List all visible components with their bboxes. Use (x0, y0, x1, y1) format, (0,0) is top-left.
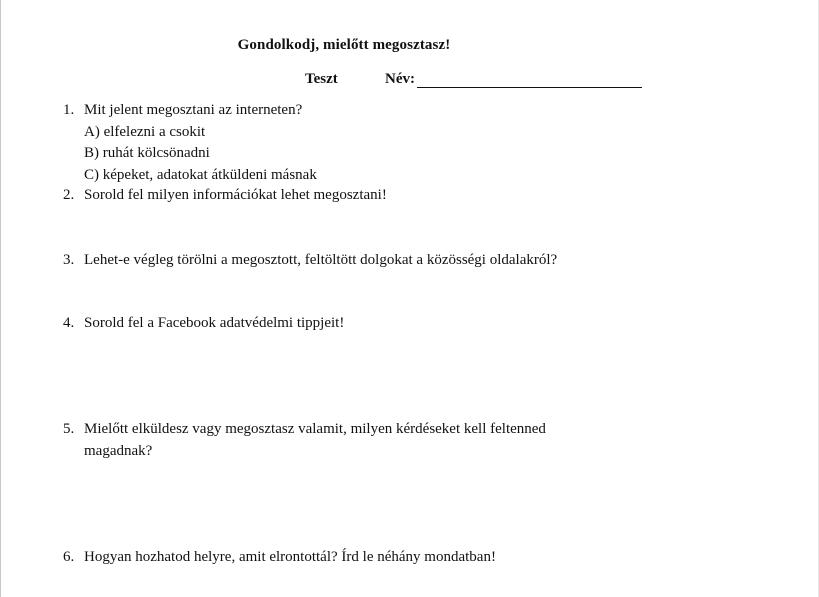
question-number: 5. (63, 421, 75, 437)
answer-option-b: B) ruhát kölcsönadni (84, 145, 210, 161)
test-label: Teszt (305, 71, 338, 87)
question-text: Sorold fel a Facebook adatvédelmi tippjeit! (84, 315, 345, 331)
worksheet-title: Gondolkodj, mielőtt megosztasz! (237, 37, 451, 53)
question-number: 1. (63, 102, 75, 118)
question-number: 2. (63, 187, 75, 203)
question-text: Mielőtt elküldesz vagy megosztasz valamit, milyen kérdéseket kell feltenned magadnak? (84, 421, 546, 459)
answer-option-a: A) elfelezni a csokit (84, 123, 206, 140)
question-text: Lehet-e végleg törölni a megosztott, feltöltött dolgokat a közösségi oldalakról? (84, 252, 558, 268)
name-label: Név: (385, 71, 415, 87)
name-fill-line[interactable] (417, 87, 642, 88)
question-text: Mit jelent megosztani az interneten? (84, 102, 303, 118)
question-text: Sorold fel milyen információkat lehet megosztani! (84, 187, 387, 203)
question-text: Hogyan hozhatod helyre, amit elrontottál? Írd le néhány mondatban! (84, 549, 496, 565)
answer-option-c: C) képeket, adatokat átküldeni másnak (84, 166, 317, 183)
question-number: 6. (63, 549, 75, 565)
question-1-body (84, 100, 317, 186)
question-number: 4. (63, 315, 75, 331)
question-number: 3. (63, 252, 75, 268)
